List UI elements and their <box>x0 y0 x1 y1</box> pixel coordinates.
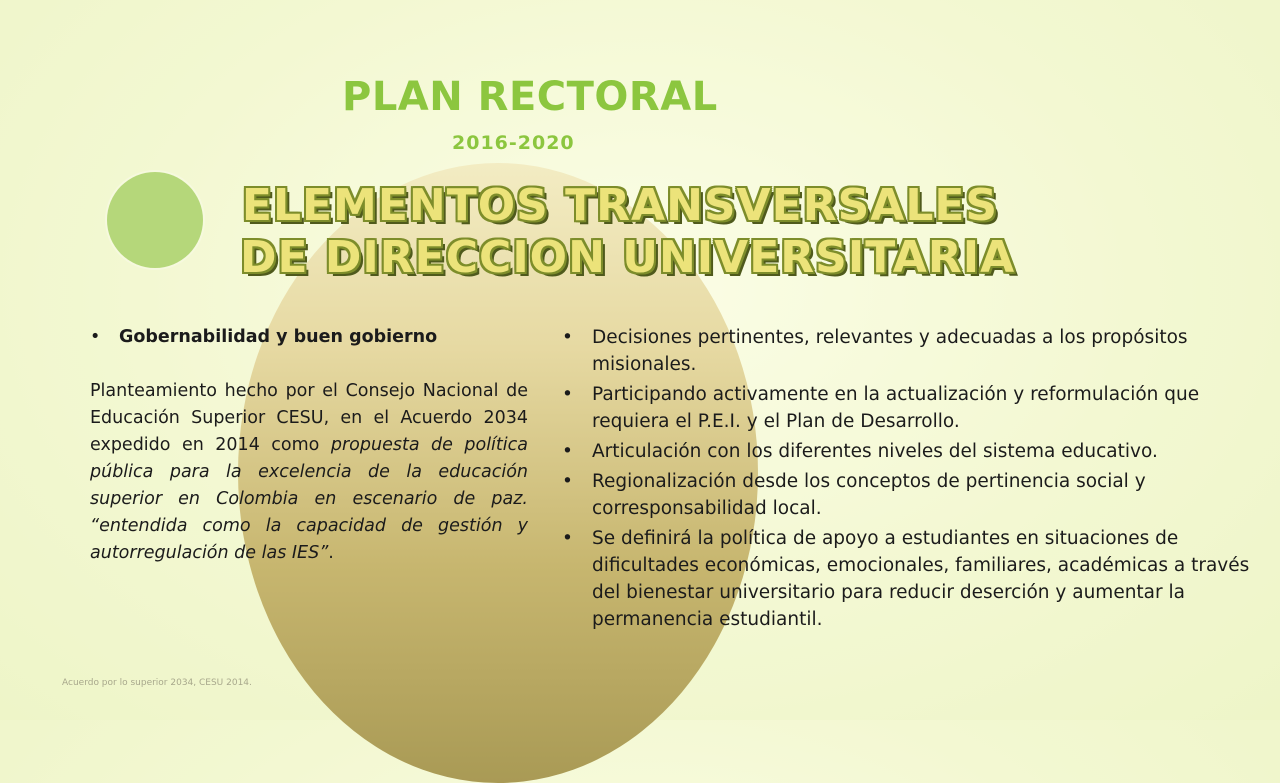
left-paragraph-intro: Planteamiento hecho por el Consejo Nacional de Educación Superior CESU, en el Acuerdo 2034 expedido en 2014 como <box>90 381 528 455</box>
list-item <box>562 468 1252 522</box>
list-item-text: Decisiones pertinentes, relevantes y adecuadas a los propósitos misionales. <box>592 327 1188 375</box>
bullet-icon: • <box>562 441 573 462</box>
left-paragraph <box>90 378 528 567</box>
bullet-icon: • <box>562 384 573 405</box>
list-item <box>562 381 1252 435</box>
bullet-icon: • <box>562 327 573 348</box>
left-column <box>90 324 528 567</box>
left-bullet-item <box>90 324 528 351</box>
bullet-icon: • <box>562 471 573 492</box>
headline-line-2: DE DIRECCION UNIVERSITARIA <box>240 232 1016 283</box>
headline-line-1: ELEMENTOS TRANSVERSALES <box>241 180 999 231</box>
list-item <box>562 324 1252 378</box>
section-headline <box>240 180 1016 284</box>
left-paragraph-end: . <box>328 543 334 563</box>
left-paragraph-italic: propuesta de política pública para la excelencia de la educación superior en Colombia en escenario de paz. “entendida como la capacidad de gestión y autorregulación de las IES” <box>90 435 528 563</box>
list-item-text: Articulación con los diferentes niveles del sistema educativo. <box>592 441 1158 462</box>
decorative-small-circle <box>107 172 203 268</box>
footnote: Acuerdo por lo superior 2034, CESU 2014. <box>62 678 252 688</box>
list-item <box>562 525 1252 633</box>
plan-years: 2016-2020 <box>452 132 575 154</box>
left-bullet-label: Gobernabilidad y buen gobierno <box>119 327 438 347</box>
list-item-text: Participando activamente en la actualización y reformulación que requiera el P.E.I. y el Plan de Desarrollo. <box>592 384 1200 432</box>
bullet-icon: • <box>90 327 101 347</box>
list-item <box>562 438 1252 465</box>
list-item-text: Regionalización desde los conceptos de pertinencia social y corresponsabilidad local. <box>592 471 1146 519</box>
list-item-text: Se definirá la política de apoyo a estudiantes en situaciones de dificultades económicas, emocionales, familiares, académicas a través del bienestar universitario para reducir deserción y aumentar la permanencia estudiantil. <box>592 528 1250 630</box>
right-bullet-list <box>562 324 1252 636</box>
bullet-icon: • <box>562 528 573 549</box>
page-title: PLAN RECTORAL <box>342 74 718 120</box>
